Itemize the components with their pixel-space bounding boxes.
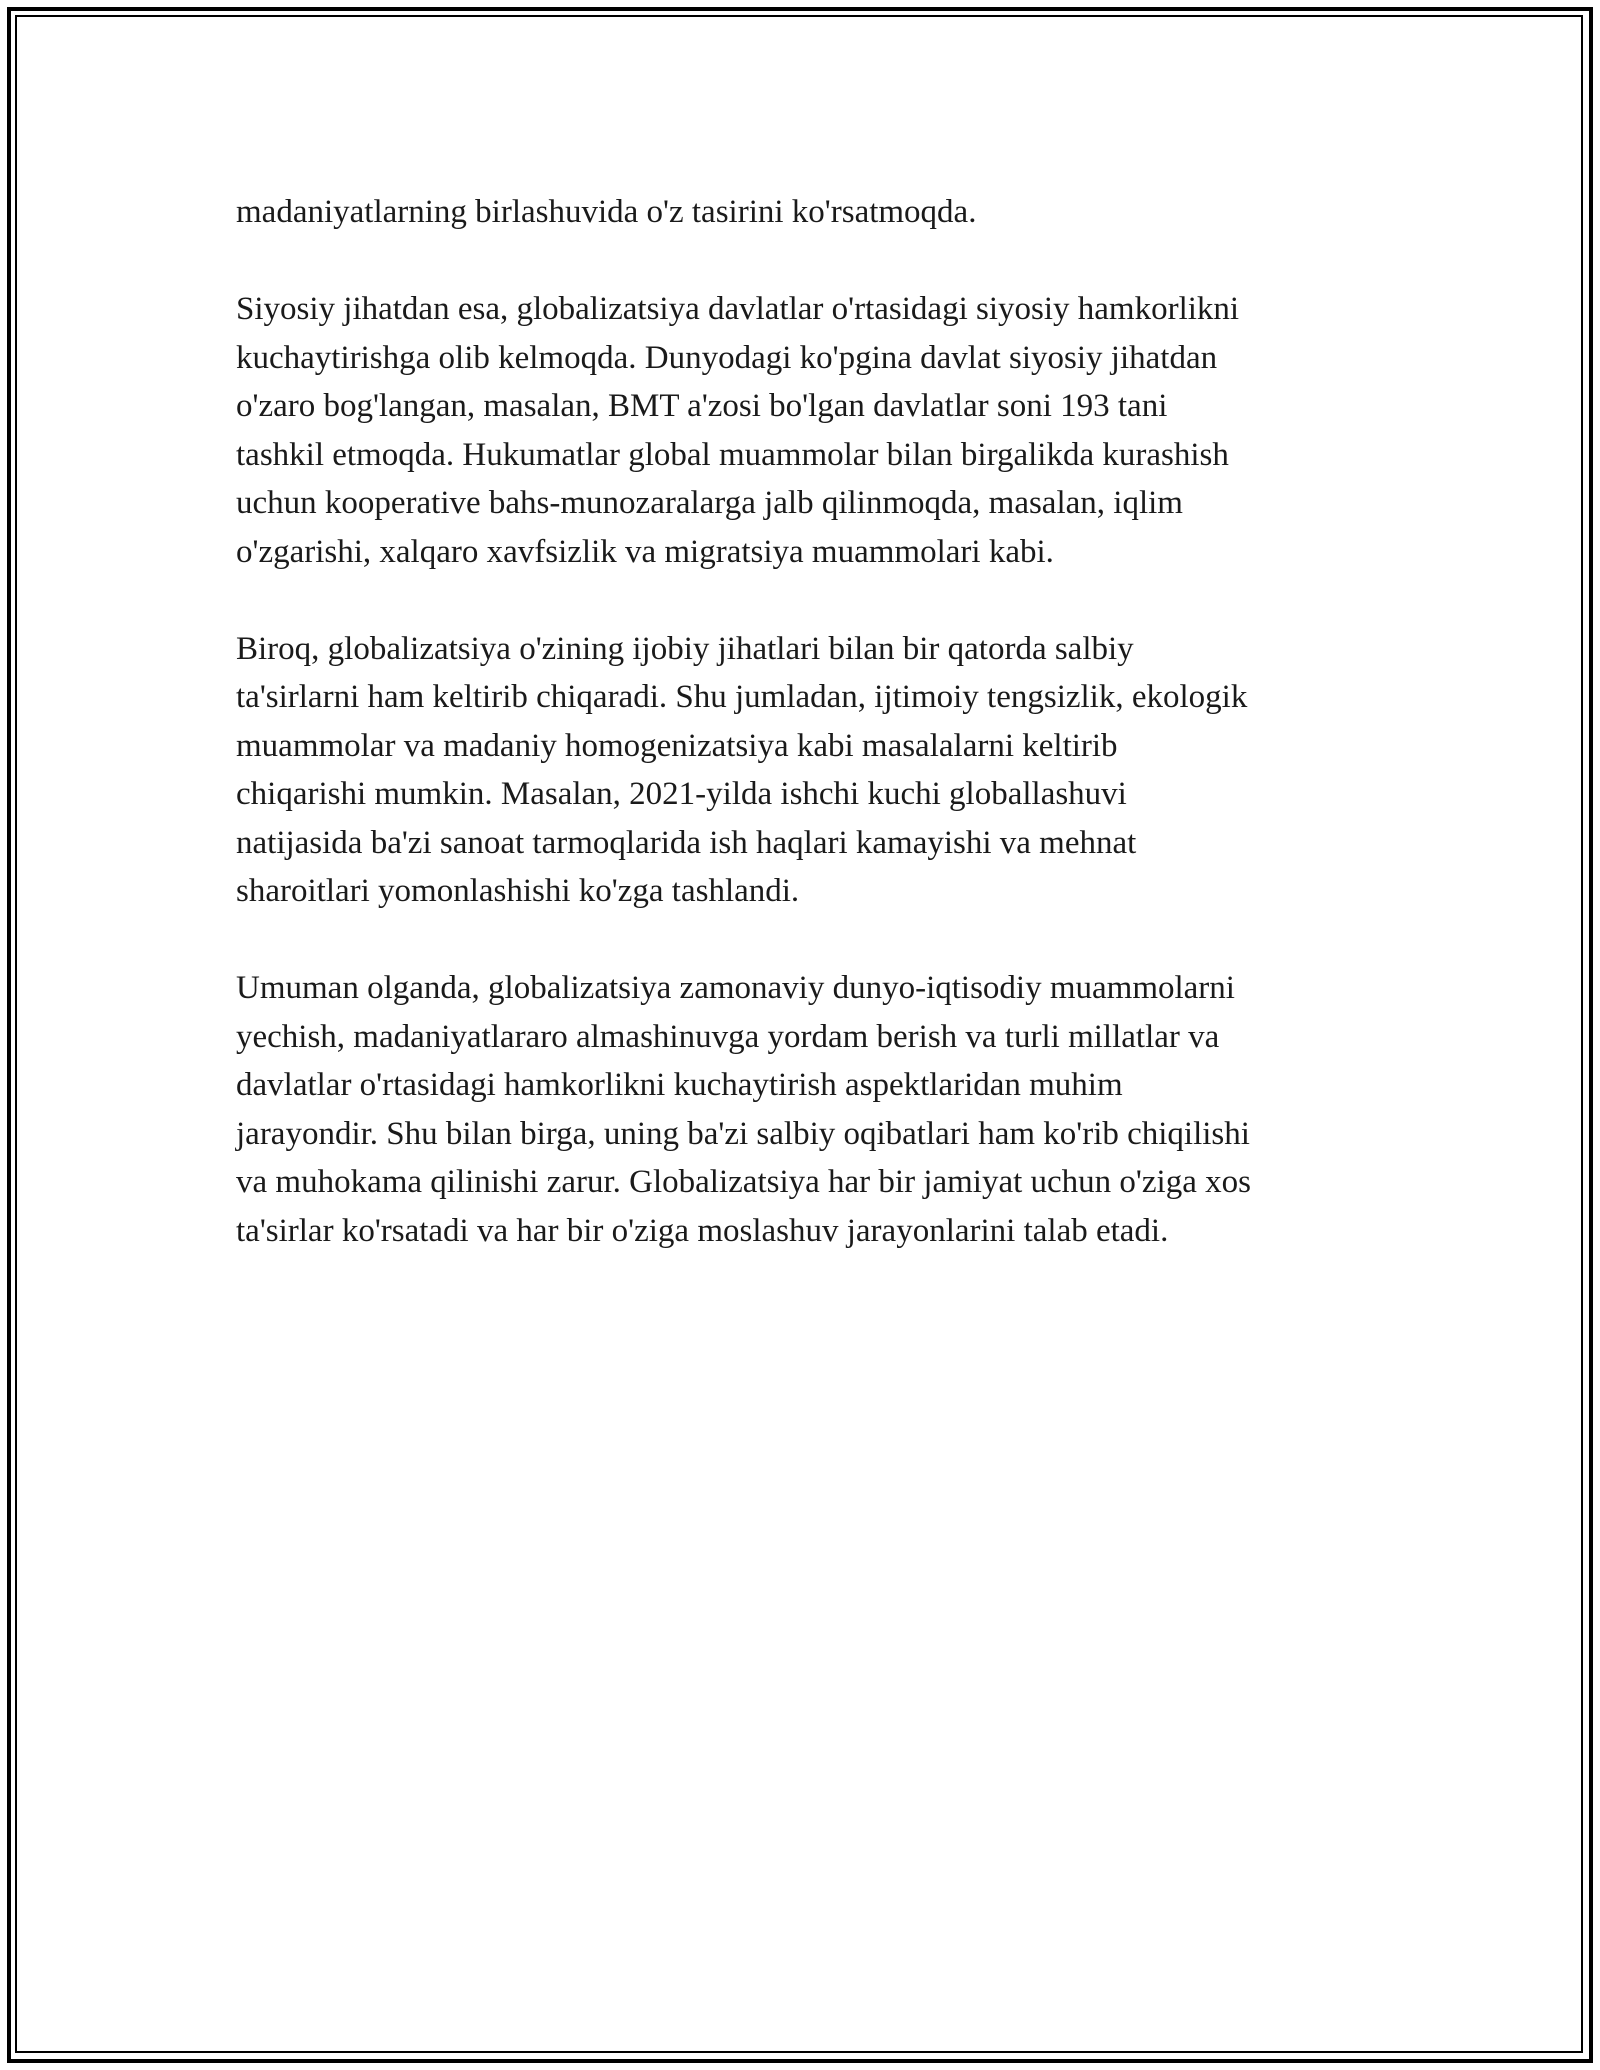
paragraph-negative-effects: Biroq, globalizatsiya o'zining ijobiy jihatlari bilan bir qatorda salbiy ta'sirlarni ham keltirib chiqaradi. Shu jumladan, ijtimoiy tengsizlik, ekologik muammolar va madaniy homogenizatsiya kabi masalalarni keltirib chiqarishi mumkin. Masalan, 2021-yilda ishchi kuchi globallashuvi natijasida ba'zi sanoat tarmoqlarida ish haqlari kamayishi va mehnat sharoitlari yomonlashishi ko'zga tashlandi. <box>236 630 1248 909</box>
paragraph-continuation: madaniyatlarning birlashuvida o'z tasirini ko'rsatmoqda. <box>236 194 977 230</box>
paragraph-conclusion: Umuman olganda, globalizatsiya zamonaviy dunyo-iqtisodiy muammolarni yechish, madaniyatlararo almashinuvga yordam berish va turli millatlar va davlatlar o'rtasidagi hamkorlikni kuchaytirish aspektlaridan muhim jarayondir. Shu bilan birga, uning ba'zi salbiy oqibatlari ham ko'rib chiqilishi va muhokama qilinishi zarur. Globalizatsiya har bir jamiyat uchun o'ziga xos ta'sirlar ko'rsatadi va har bir o'ziga moslashuv jarayonlarini talab etadi. <box>236 970 1251 1249</box>
document-body <box>236 188 1386 1304</box>
paragraph-political: Siyosiy jihatdan esa, globalizatsiya davlatlar o'rtasidagi siyosiy hamkorlikni kuchaytirishga olib kelmoqda. Dunyodagi ko'pgina davlat siyosiy jihatdan o'zaro bog'langan, masalan, BMT a'zosi bo'lgan davlatlar soni 193 tani tashkil etmoqda. Hukumatlar global muammolar bilan birgalikda kurashish uchun kooperative bahs-munozaralarga jalb qilinmoqda, masalan, iqlim o'zgarishi, xalqaro xavfsizlik va migratsiya muammolari kabi. <box>236 291 1240 570</box>
